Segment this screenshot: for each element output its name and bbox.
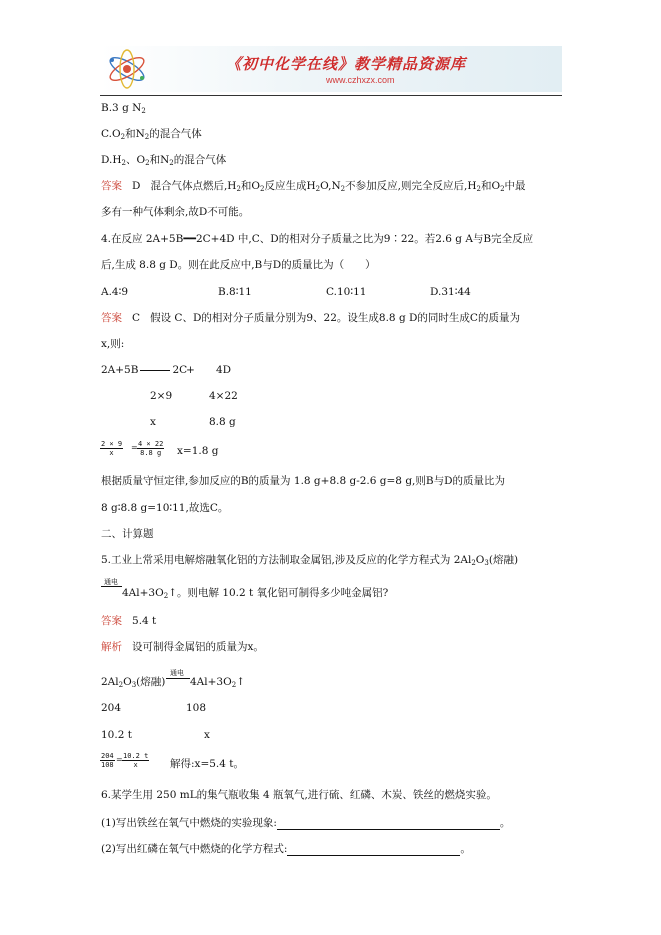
header-url: www.czhxzx.com — [326, 75, 395, 85]
fraction-2-right: $\frac{10.2 t}{x}$ — [123, 752, 149, 769]
question-4-option-c: C.10∶11 — [326, 286, 367, 298]
answer-blank-1[interactable] — [277, 815, 500, 830]
conclusion-line-1: 根据质量守恒定律,参加反应的B的质量为 1.8 g+8.8 g-2.6 g=8 g,则B与D的质量比为 — [101, 475, 506, 487]
fraction-1-left: $\frac{2 \times 9}{x}$ — [101, 440, 123, 457]
equation-2-given: 10.2 t — [101, 729, 132, 741]
equation-2-unknown: x — [204, 729, 210, 741]
equation-2-mass-al: 108 — [186, 702, 207, 714]
atom-logo-icon — [104, 48, 150, 90]
equation-1-plus: + — [186, 364, 195, 376]
fraction-1-result: x=1.8 g — [177, 445, 219, 457]
question-4-option-a: A.4∶9 — [101, 286, 129, 298]
question-4-option-b: B.8∶11 — [218, 286, 252, 298]
equation-1-mass-c: x — [150, 416, 156, 428]
answer-label: 答案 — [101, 180, 122, 192]
answer-2-continuation: x,则: — [101, 338, 125, 350]
option-d-line: $D.H_2$、$O_2$和$N_2$的混合气体 — [101, 154, 227, 167]
header-title: 《初中化学在线》教学精品资源库 — [226, 55, 467, 73]
question-5-arrow-line — [101, 586, 122, 587]
question-6-line-1: 6.某学生用 250 mL的集气瓶收集 4 瓶氧气,进行硫、红磷、木炭、铁丝的燃烧实验。 — [101, 789, 497, 801]
fraction-1-equals: = — [131, 443, 138, 452]
answer-1-continuation: 多有一种气体剩余,故D不可能。 — [101, 206, 250, 218]
equation-1: 2A+5B 2C — [101, 364, 188, 376]
analysis-label: 解析 — [101, 641, 122, 653]
fraction-2-left: $\frac{204}{108}$ — [101, 752, 114, 769]
fraction-2-result: 解得:x=5.4 t。 — [170, 758, 245, 770]
equation-1-mass-d: 8.8 g — [209, 416, 236, 428]
fraction-2-equals: = — [116, 755, 123, 764]
question-5-line-1: 5.工业上常采用电解熔融氧化铝的方法制取金属铝,涉及反应的化学方程式为 $2Al_2O_3$(熔融) — [101, 554, 519, 567]
question-6-sub-1: (1)写出铁丝在氧气中燃烧的实验现象: 。 — [101, 817, 511, 829]
header-divider — [100, 95, 562, 96]
equation-2-arrow-line — [166, 678, 190, 679]
equation-2-left: $2Al_2O_3$(熔融) — [101, 676, 166, 689]
question-5-line-2: $4Al+3O_2↑$。则电解 10.2 t 氧化铝可制得多少吨金属铝? — [122, 587, 389, 600]
equation-1-4d: 4D — [216, 364, 232, 376]
analysis-line: 解析 设可制得金属铝的质量为x。 — [101, 641, 264, 653]
equation-1-ratio-d: 4×22 — [209, 390, 238, 402]
option-b-line: B.3 g $N_2$ — [101, 102, 146, 115]
equation-1-ratio-c: 2×9 — [150, 390, 173, 402]
equation-2-mass-al2o3: 204 — [101, 702, 122, 714]
section-heading-calculation: 二、计算题 — [101, 528, 154, 540]
question-5-condition: 通电 — [104, 578, 118, 586]
answer-blank-2[interactable] — [287, 841, 460, 856]
equation-2-right: $4Al+3O_2↑$ — [190, 676, 245, 689]
question-4-line-2: 后,生成 8.8 g D。则在此反应中,B与D的质量比为（ ） — [101, 259, 376, 271]
equation-2-condition: 通电 — [170, 669, 184, 677]
question-4-line-1: 4.在反应 2A+5B━━2C+4D 中,C、D的相对分子质量之比为9∶22。若2.6 g A与B完全反应 — [101, 233, 534, 245]
question-4-option-d: D.31∶44 — [430, 286, 471, 298]
answer-2-line: 答案 C 假设 C、D的相对分子质量分别为9、22。设生成8.8 g D的同时生成C的质量为 — [101, 312, 520, 324]
fraction-1-right: $\frac{4 \times 22}{8.8 g}$ — [138, 440, 164, 457]
answer-3-line: 答案 5.4 t — [101, 615, 157, 627]
conclusion-line-2: 8 g∶8.8 g=10∶11,故选C。 — [101, 502, 229, 514]
option-c-line: $C.O_2$和$N_2$的混合气体 — [101, 128, 202, 141]
answer-1-line: 答案 D 混合气体点燃后$,H_2$和$O_2$反应生成$H_2O,N_2$不参加反应,则完全反应后$,H_2$和$O_2$中最 — [101, 180, 526, 193]
question-6-sub-2: (2)写出红磷在氧气中燃烧的化学方程式: 。 — [101, 843, 471, 855]
